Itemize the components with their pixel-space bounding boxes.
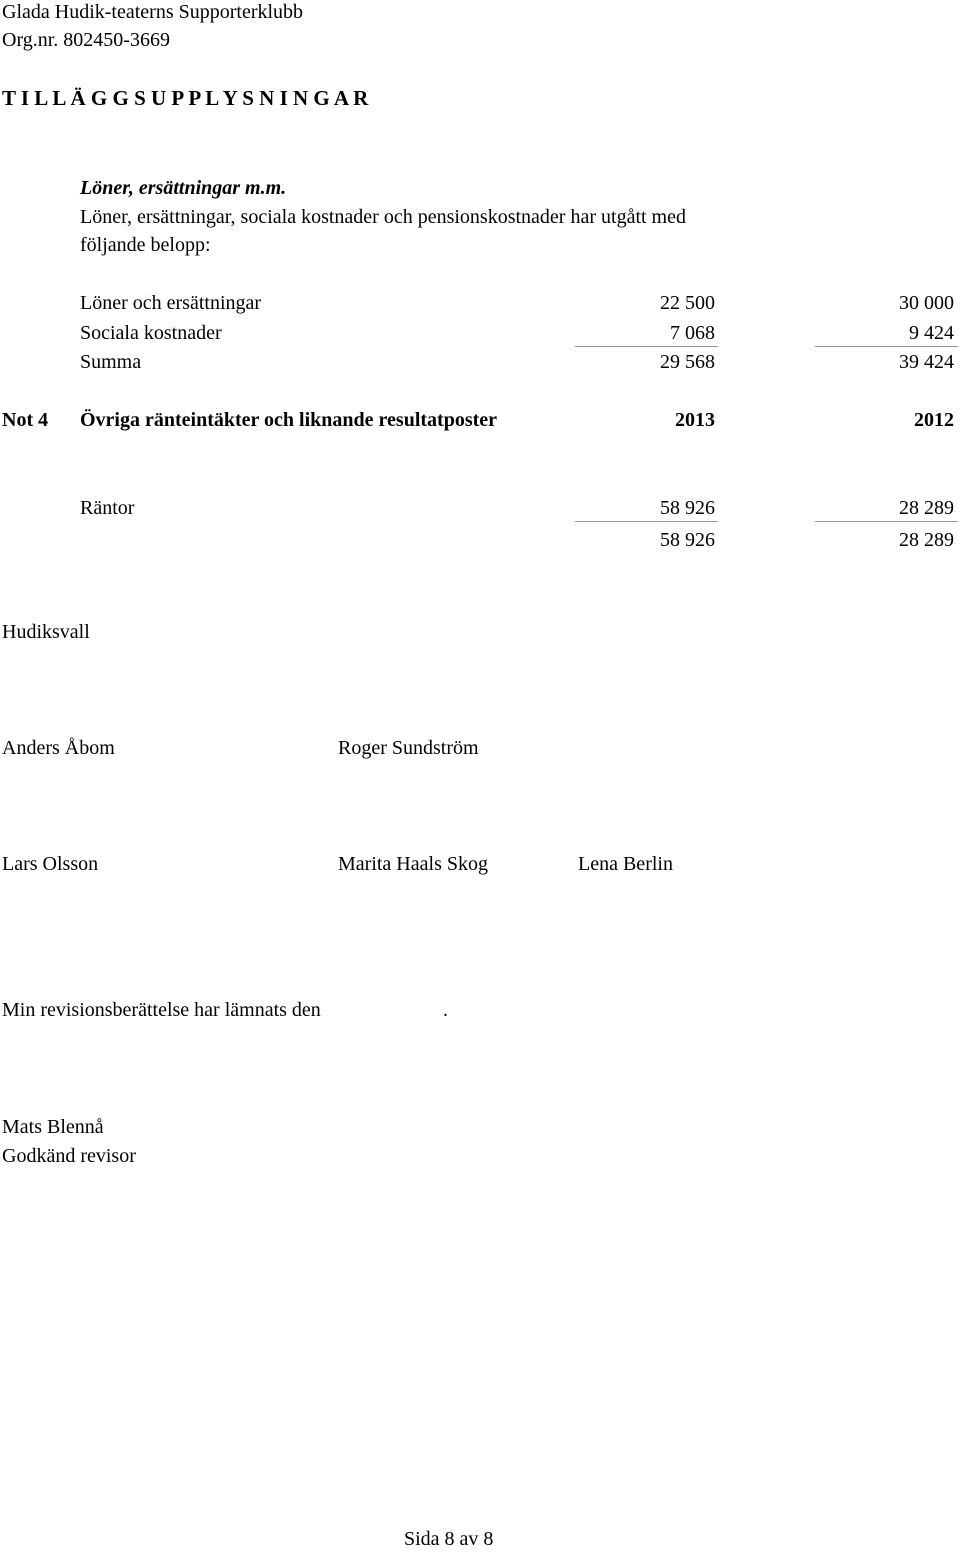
note-row-2013: 58 926: [660, 529, 715, 551]
signatory-name: Anders Åbom: [2, 737, 115, 759]
signatory-name: Marita Haals Skog: [338, 853, 488, 875]
salaries-row-label: Summa: [80, 351, 142, 373]
auditor-title: Godkänd revisor: [2, 1145, 136, 1167]
page-number: Sida 8 av 8: [404, 1528, 494, 1550]
organization-number: Org.nr. 802450-3669: [2, 29, 170, 51]
salaries-row-2013: 29 568: [660, 351, 715, 373]
organization-name: Glada Hudik-teaterns Supporterklubb: [2, 1, 304, 23]
salaries-row-2012: 30 000: [899, 292, 954, 314]
audit-statement-period: .: [443, 999, 448, 1021]
salaries-row-2013: 22 500: [660, 292, 715, 314]
salaries-row-label: Löner och ersättningar: [80, 292, 262, 314]
salaries-row-2012: 39 424: [899, 351, 954, 373]
note-row-2013: 58 926: [660, 497, 715, 519]
note-row-2012: 28 289: [899, 529, 954, 551]
signature-place: Hudiksvall: [2, 621, 90, 643]
note-row-2012: 28 289: [899, 497, 954, 519]
note-row-label: Räntor: [80, 497, 135, 519]
signatory-name: Lars Olsson: [2, 853, 99, 875]
sum-rule-2012: [815, 346, 958, 347]
salaries-intro-line1: Löner, ersättningar, sociala kostnader och pensionskostnader har utgått med: [80, 206, 686, 228]
salaries-intro-line2: följande belopp:: [80, 234, 211, 256]
note-col-2013: 2013: [675, 409, 715, 431]
signatory-name: Lena Berlin: [578, 853, 673, 875]
sum-rule-2013: [575, 346, 718, 347]
salaries-row-2012: 9 424: [909, 322, 954, 344]
salaries-row-2013: 7 068: [670, 322, 715, 344]
auditor-name: Mats Blennå: [2, 1116, 104, 1138]
note-col-2012: 2012: [914, 409, 954, 431]
audit-statement: Min revisionsberättelse har lämnats den: [2, 999, 321, 1021]
signatory-name: Roger Sundström: [338, 737, 479, 759]
note-title: Övriga ränteintäkter och liknande resultatposter: [80, 409, 498, 431]
salaries-heading: Löner, ersättningar m.m.: [80, 177, 287, 199]
note-sum-rule-2013: [575, 521, 718, 522]
note-sum-rule-2012: [815, 521, 958, 522]
salaries-row-label: Sociala kostnader: [80, 322, 222, 344]
note-number: Not 4: [2, 409, 49, 431]
section-title: T I L L Ä G G S U P P L Y S N I N G A R: [2, 86, 369, 110]
